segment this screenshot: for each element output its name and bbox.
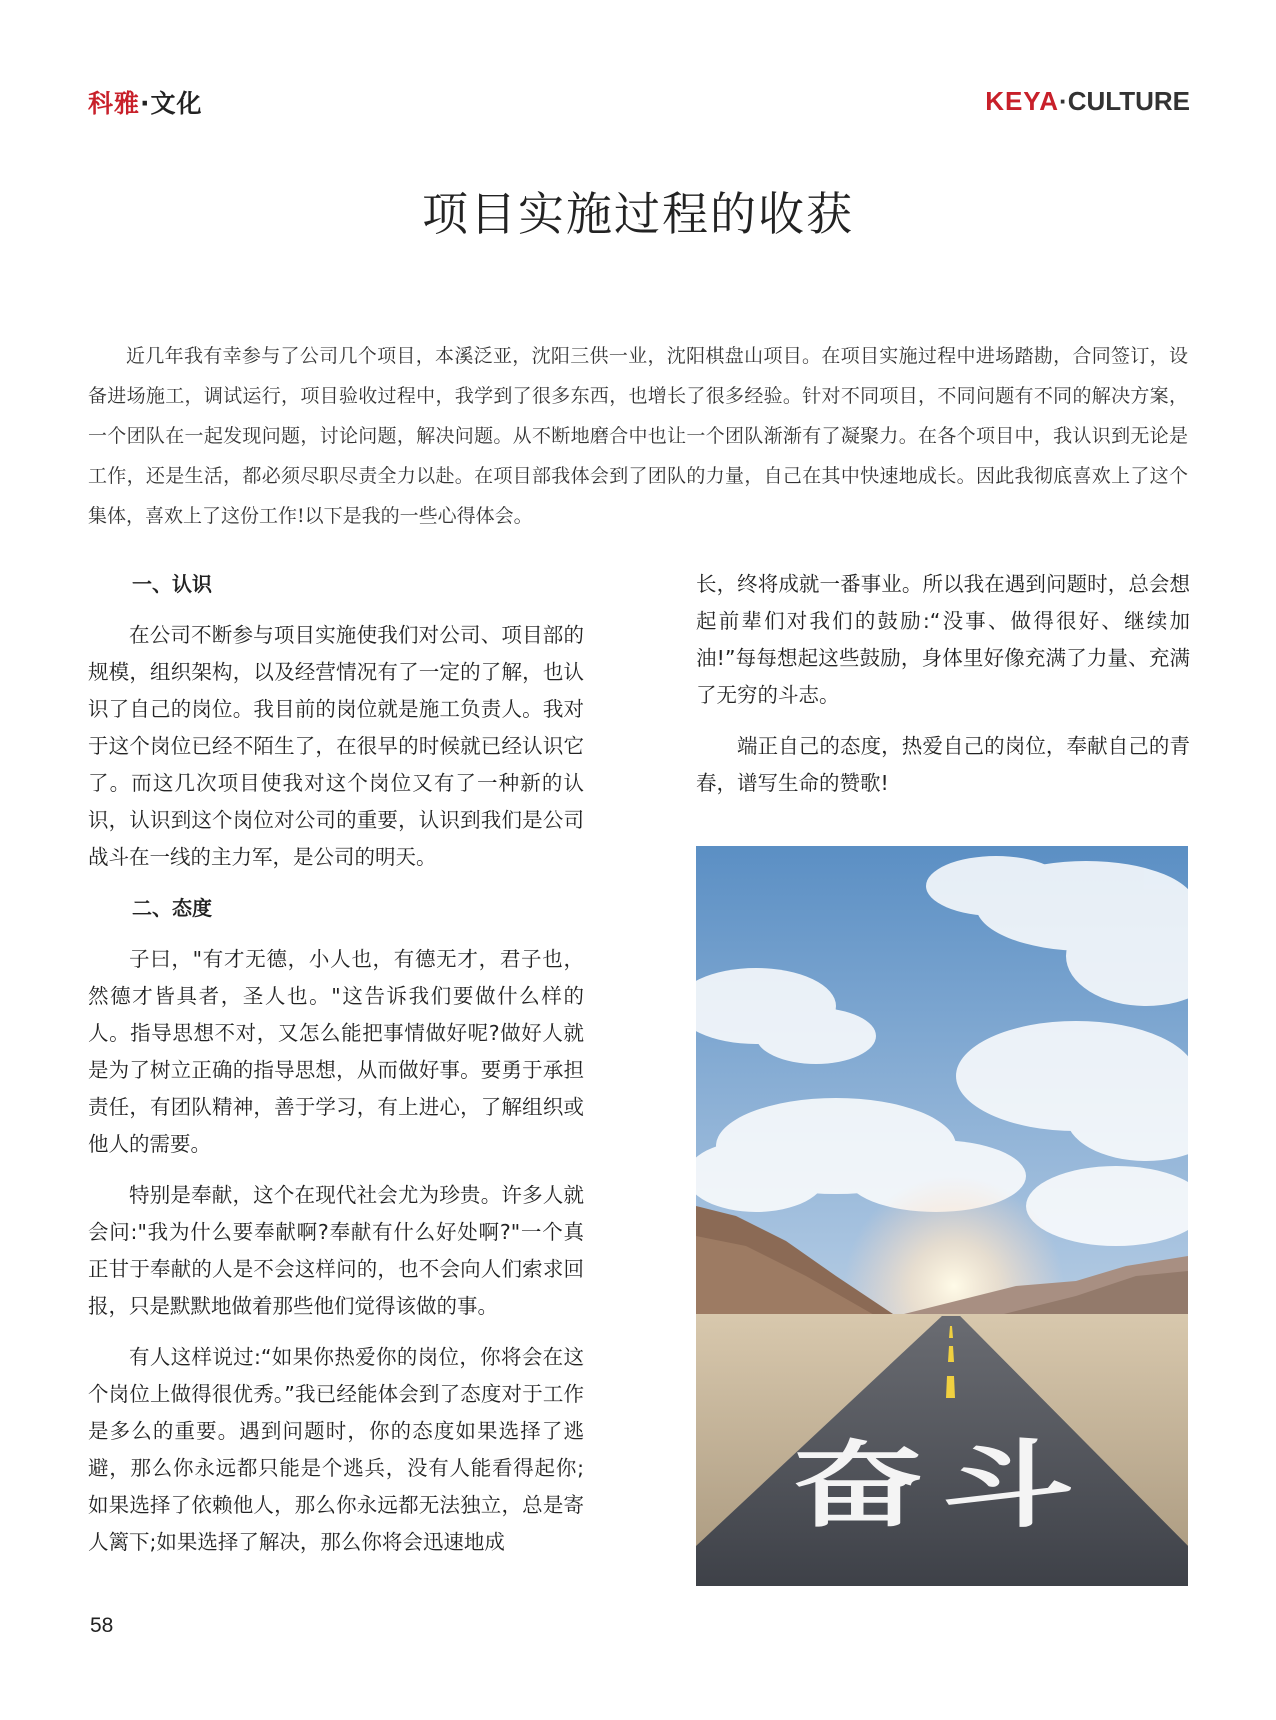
page-title: 项目实施过程的收获 [422, 187, 854, 241]
paragraph: 有人这样说过:“如果你热爱你的岗位，你将会在这个岗位上做得很优秀。”我已经能体会到了态度对于工作是多么的重要。遇到问题时，你的态度如果选择了逃避，那么你永远都只能是个逃兵，没有人能看得起你;如果选择了依赖他人，那么你永远都无法独立，总是寄人篱下;如果选择了解决，那么你将会迅速地成 [88, 1345, 584, 1554]
section-heading-attitude: 二、态度 [132, 896, 212, 920]
page-number: 58 [90, 1614, 114, 1637]
section-name-cn: 文化 [150, 89, 203, 118]
paragraph: 特别是奉献，这个在现代社会尤为珍贵。许多人就会问:"我为什么要奉献啊?奉献有什么好处啊?"一个真正甘于奉献的人是不会这样问的，也不会向人们索求回报，只是默默地做着那些他们觉得该做的事。 [88, 1183, 584, 1318]
section-heading-recognition: 一、认识 [132, 572, 212, 596]
right-column [696, 566, 1190, 816]
paragraph: 在公司不断参与项目实施使我们对公司、项目部的规模，组织架构，以及经营情况有了一定的了解，也认识了自己的岗位。我目前的岗位就是施工负责人。我对于这个岗位已经不陌生了，在很早的时候就已经认识它了。而这几次项目使我对这个岗位又有了一种新的认识，认识到这个岗位对公司的重要，认识到我们是公司战斗在一线的主力军，是公司的明天。 [88, 623, 584, 869]
paragraph: 端正自己的态度，热爱自己的岗位，奉献自己的青春，谱写生命的赞歌! [696, 734, 1190, 795]
section-name-en: CULTURE [1067, 86, 1190, 116]
brand-separator: · [140, 89, 151, 118]
left-column [88, 566, 584, 1575]
road-painted-text: 奋斗 [791, 1430, 1093, 1542]
road-illustration [696, 846, 1188, 1586]
road-photo [696, 846, 1188, 1586]
paragraph: 子曰，"有才无德，小人也，有德无才，君子也，然德才皆具者，圣人也。"这告诉我们要做什么样的人。指导思想不对，又怎么能把事情做好呢?做好人就是为了树立正确的指导思想，从而做好事。要勇于承担责任，有团队精神，善于学习，有上进心，了解组织或他人的需要。 [88, 947, 584, 1156]
brand-name-en: KEYA [985, 86, 1060, 116]
brand-separator-en: · [1059, 86, 1068, 116]
header-brand-right [985, 86, 1190, 117]
intro-paragraph: 近几年我有幸参与了公司几个项目，本溪泛亚，沈阳三供一业，沈阳棋盘山项目。在项目实施过程中进场踏勘，合同签订，设备进场施工，调试运行，项目验收过程中，我学到了很多东西，也增长了很多经验。针对不同项目，不同问题有不同的解决方案，一个团队在一起发现问题，讨论问题，解决问题。从不断地磨合中也让一个团队渐渐有了凝聚力。在各个项目中，我认识到无论是工作，还是生活，都必须尽职尽责全力以赴。在项目部我体会到了团队的力量，自己在其中快速地成长。因此我彻底喜欢上了这个集体，喜欢上了这份工作!以下是我的一些心得体会。 [88, 345, 1188, 527]
paragraph-continued: 长，终将成就一番事业。所以我在遇到问题时，总会想起前辈们对我们的鼓励:“没事、做得很好、继续加油!”每每想起这些鼓励，身体里好像充满了力量、充满了无穷的斗志。 [696, 572, 1190, 707]
brand-name-cn: 科雅 [88, 89, 141, 118]
header-brand-left [88, 84, 203, 120]
